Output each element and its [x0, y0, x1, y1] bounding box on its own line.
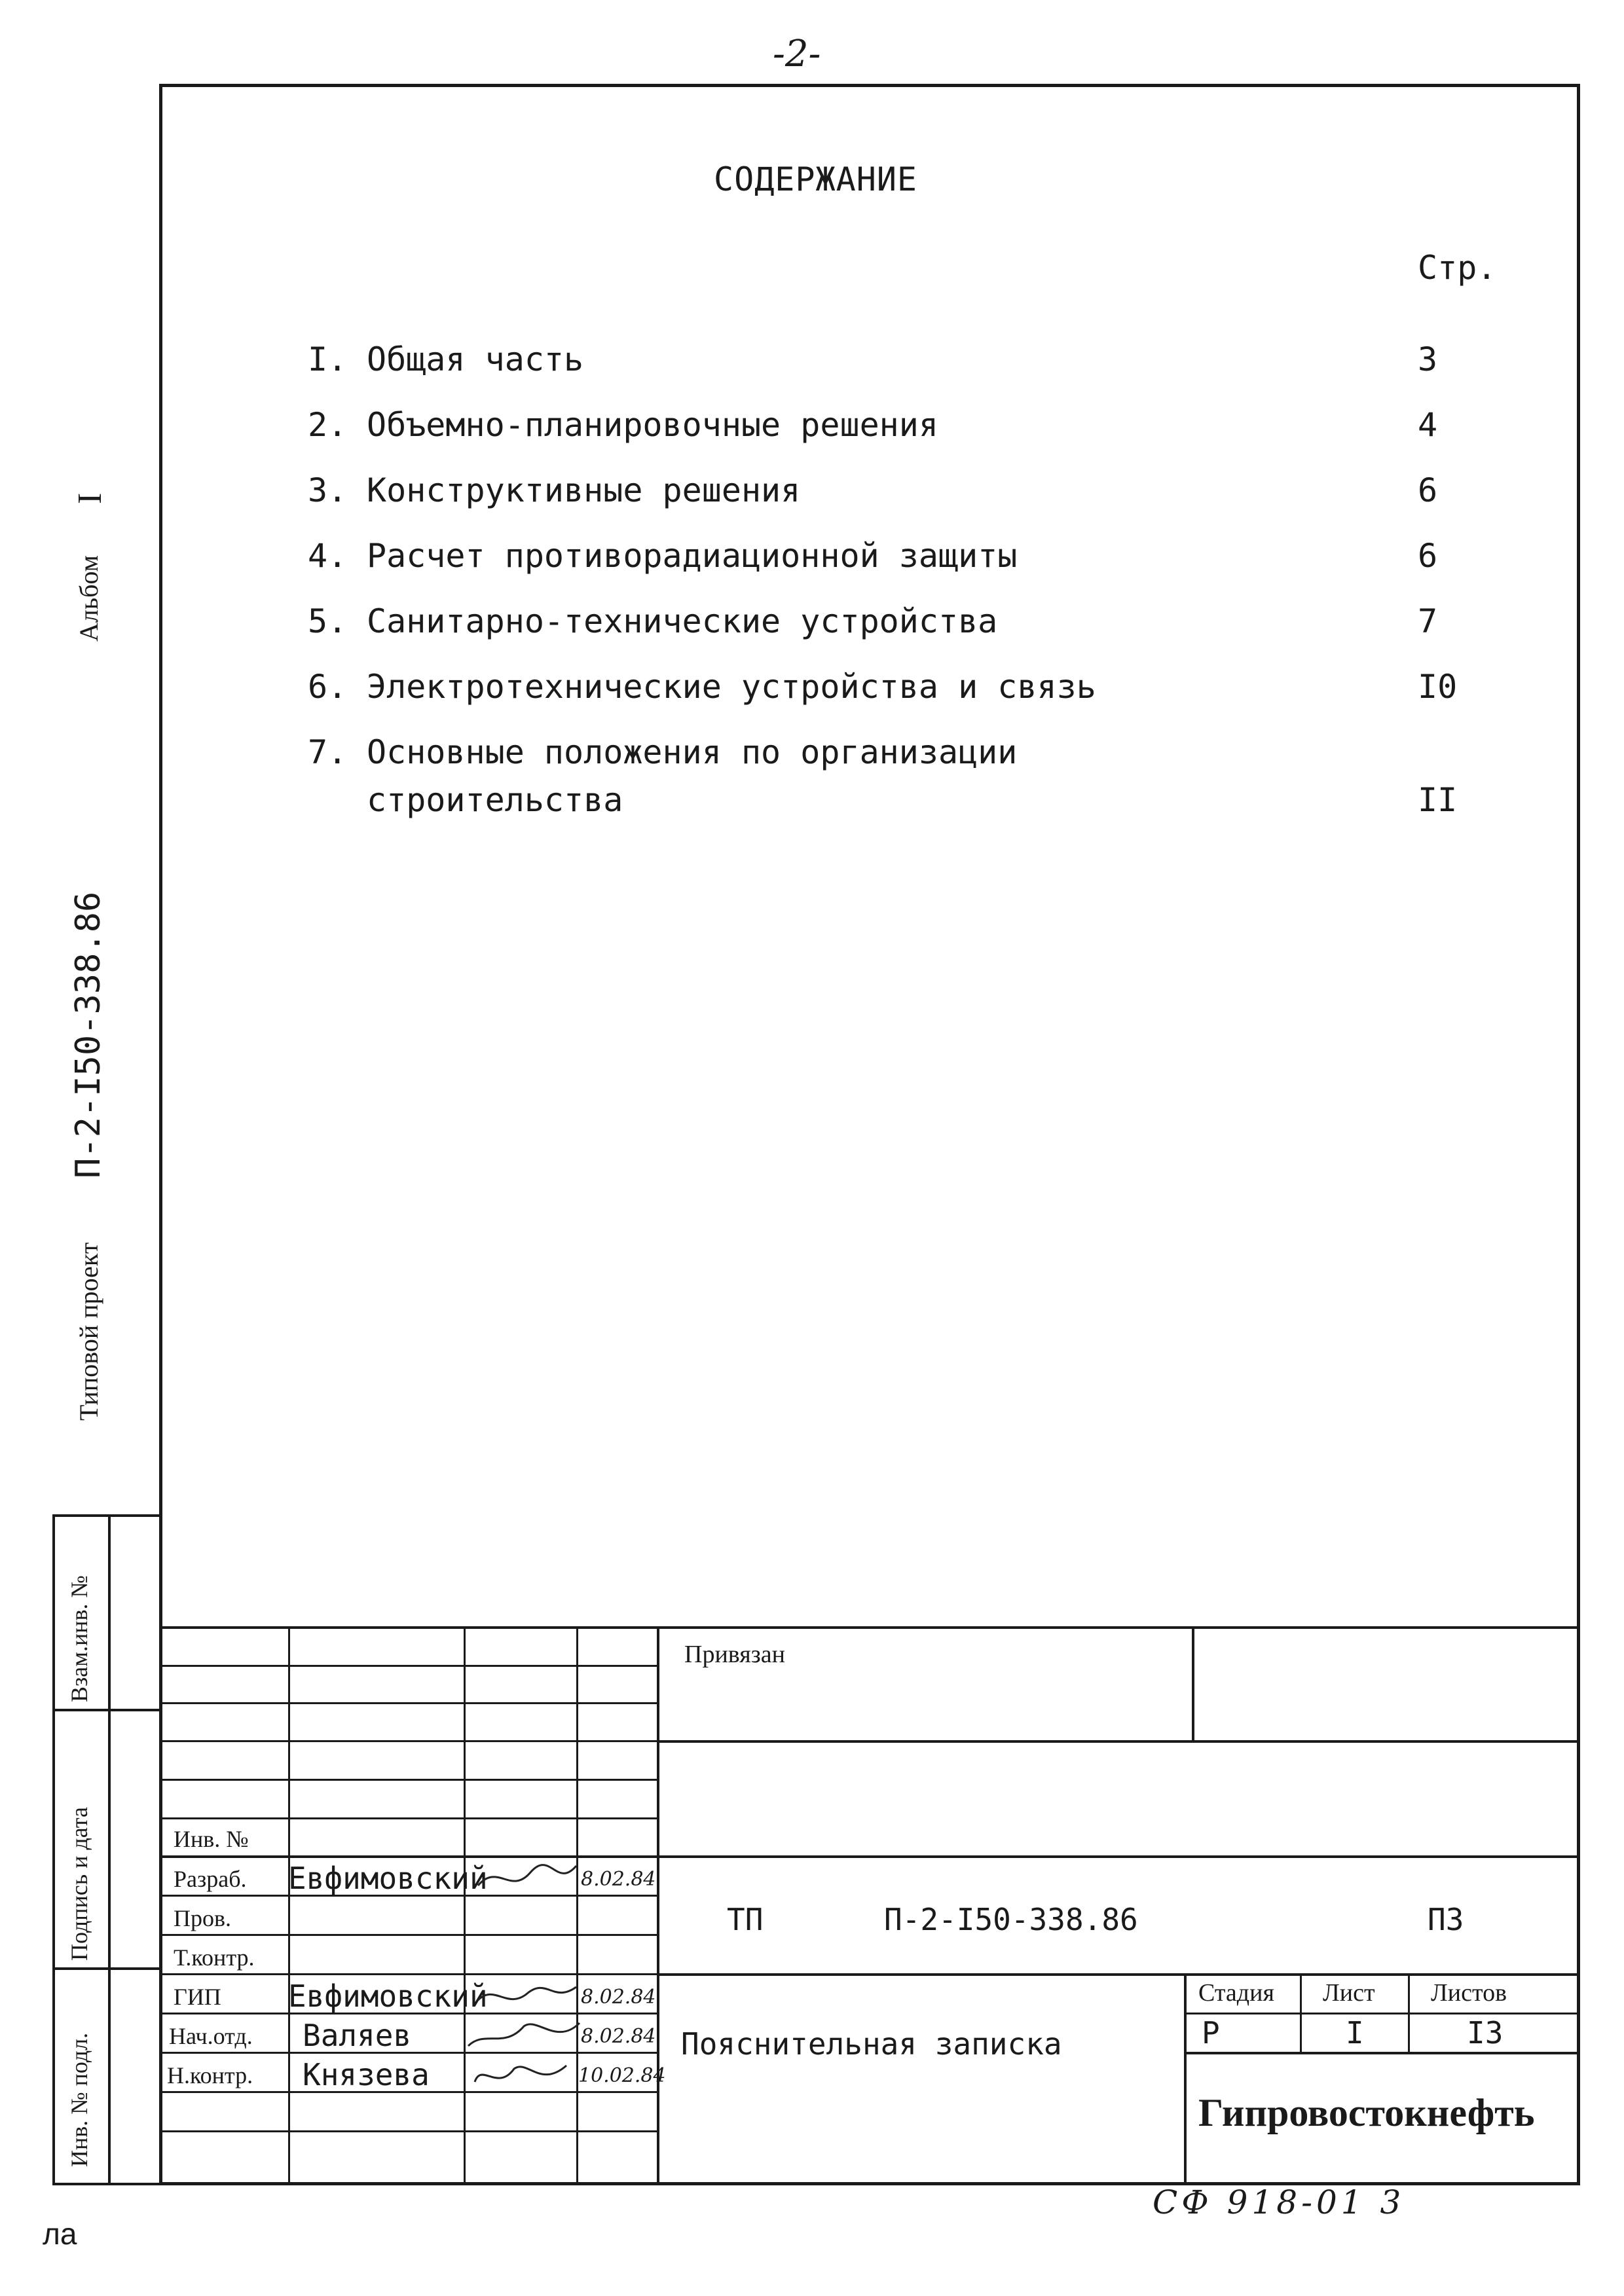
stage-value: Р — [1202, 2015, 1220, 2050]
inv-no-label: Инв. № — [174, 1826, 249, 1852]
sheets-value: I3 — [1467, 2015, 1504, 2050]
toc-item-text: Конструктивные решения — [367, 471, 801, 509]
toc-item-page: 6 — [1418, 471, 1438, 509]
sheet-value: I — [1346, 2015, 1364, 2050]
toc-item-page: I0 — [1418, 668, 1458, 706]
stage-label: Стадия — [1198, 1979, 1274, 2007]
person-name: Евфимовский — [288, 1861, 488, 1896]
sign-date: 8.02.84 — [581, 2025, 656, 2048]
toc-item-number: 3. — [308, 471, 348, 509]
toc-item-number: 5. — [308, 602, 348, 640]
organization: Гипровостокнефть — [1198, 2091, 1535, 2134]
sheets-label: Листов — [1431, 1979, 1507, 2007]
toc-item-number: I. — [308, 340, 348, 378]
toc-item-text: Расчет противорадиационной защиты — [367, 537, 1018, 575]
doc-prefix: ТП — [727, 1902, 764, 1937]
toc-item-text: Санитарно-технические устройства — [367, 602, 998, 640]
doc-title: Пояснительная записка — [681, 2026, 1062, 2062]
role-label: Н.контр. — [167, 2062, 253, 2088]
role-label: ГИП — [174, 1984, 221, 2010]
toc-item-number: 4. — [308, 537, 348, 575]
sign-date: 10.02.84 — [578, 2064, 666, 2087]
signature-3 — [465, 2016, 583, 2056]
archive-stamp: СФ 918-01 3 — [1153, 2183, 1405, 2221]
toc-title: СОДЕРЖАНИЕ — [714, 160, 918, 198]
corner-mark: ла — [43, 2217, 77, 2251]
toc-item-text: Основные положения по организации — [367, 733, 1018, 771]
doc-suffix: ПЗ — [1428, 1902, 1464, 1937]
toc-item-page: II — [1418, 781, 1458, 819]
toc-item-page: 4 — [1418, 406, 1438, 444]
album-number: I — [71, 492, 109, 504]
toc-item-number: 6. — [308, 668, 348, 706]
toc-item-page: 6 — [1418, 537, 1438, 575]
person-name: Евфимовский — [288, 1978, 488, 2014]
sign-date: 8.02.84 — [581, 1868, 656, 1891]
sign-date: 8.02.84 — [581, 1986, 656, 2009]
doc-code: П-2-I50-338.86 — [884, 1902, 1138, 1937]
person-name: Валяев — [303, 2018, 412, 2053]
project-code-vertical: П-2-I50-338.86 — [69, 891, 108, 1178]
page-number: -2- — [773, 33, 821, 75]
project-label: Типовой проект — [74, 1242, 103, 1421]
replaced-inv-label: Взам.инв. № — [66, 1575, 92, 1702]
album-label: Альбом — [74, 555, 103, 642]
toc-page-column-label: Стр. — [1418, 249, 1497, 287]
inv-orig-label: Инв. № подл. — [66, 2032, 92, 2167]
person-name: Князева — [303, 2057, 430, 2092]
toc-item-text: строительства — [367, 781, 623, 819]
role-label: Нач.отд. — [169, 2023, 253, 2049]
toc-item-number: 7. — [308, 733, 348, 771]
role-label: Т.контр. — [174, 1944, 255, 1971]
toc-item-text: Электротехнические устройства и связь — [367, 668, 1096, 706]
sign-date-label: Подпись и дата — [66, 1807, 92, 1961]
toc-item-text: Общая часть — [367, 340, 584, 378]
role-label: Разраб. — [174, 1866, 247, 1892]
toc-item-number: 2. — [308, 406, 348, 444]
role-label: Пров. — [174, 1905, 231, 1931]
sheet-label: Лист — [1323, 1979, 1375, 2007]
signature-2 — [471, 1977, 583, 2016]
bound-label: Привязан — [684, 1641, 785, 1668]
toc-item-page: 3 — [1418, 340, 1438, 378]
toc-item-text: Объемно-планировочные решения — [367, 406, 938, 444]
toc-item-page: 7 — [1418, 602, 1438, 640]
signature-1 — [471, 1859, 583, 1899]
signature-4 — [468, 2056, 576, 2095]
